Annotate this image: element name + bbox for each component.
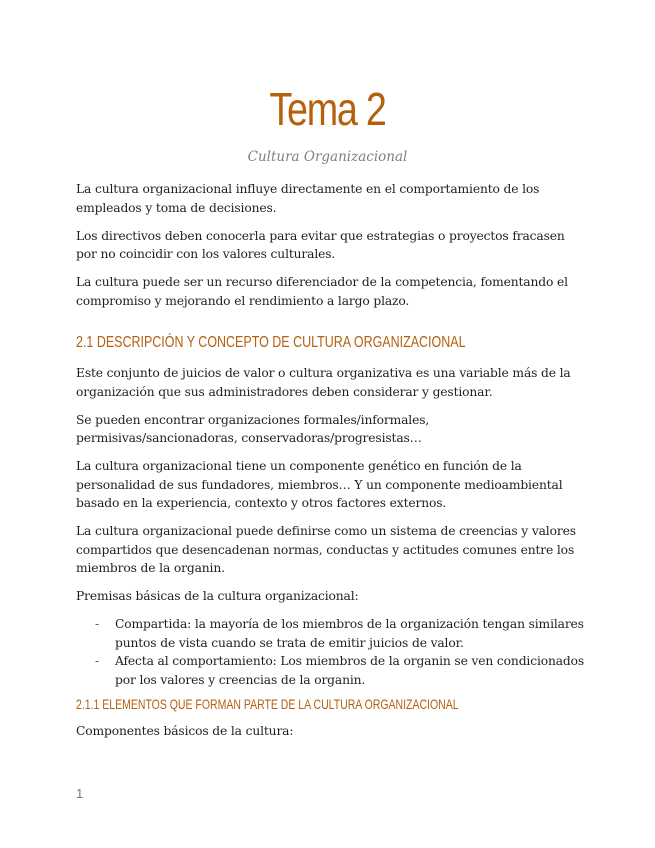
document-body <box>76 180 586 750</box>
intro-paragraph-2: Los directivos deben conocerla para evitar que estrategias o proyectos fracasen por no coincidir con los valores culturales. <box>76 228 565 261</box>
document-title: Tema 2 <box>269 83 386 135</box>
section-2-1-paragraph-4: La cultura organizacional puede definirse como un sistema de creencias y valores compartidos que desencadenan normas, conductas y actitudes comunes entre los miembros de la organin. <box>76 524 576 575</box>
section-heading-2-1: 2.1 DESCRIPCIÓN Y CONCEPTO DE CULTURA ORGANIZACIONAL <box>76 334 466 351</box>
intro-paragraph-3: La cultura puede ser un recurso diferenciador de la competencia, fomentando el compromiso y mejorando el rendimiento a largo plazo. <box>76 275 568 308</box>
intro-paragraph-1: La cultura organizacional influye directamente en el comportamiento de los empleados y toma de decisiones. <box>76 182 540 215</box>
section-2-1-paragraph-3: La cultura organizacional tiene un componente genético en función de la personalidad de sus fundadores, miembros… Y un componente medioambiental basado en la experiencia, contexto y otros factores externos. <box>76 459 563 510</box>
section-2-1-paragraph-5: Premisas básicas de la cultura organizacional: <box>76 589 359 603</box>
document-subtitle: Cultura Organizacional <box>247 149 408 165</box>
section-heading-2-1-1: 2.1.1 ELEMENTOS QUE FORMAN PARTE DE LA CULTURA ORGANIZACIONAL <box>76 696 459 712</box>
page-number: 1 <box>76 786 84 801</box>
premises-list <box>76 615 586 689</box>
list-item-text: Afecta al comportamiento: Los miembros de la organin se ven condicionados por los valores y creencias de la organin. <box>115 654 585 687</box>
section-2-1-paragraph-2: Se pueden encontrar organizaciones formales/informales, permisivas/sancionadoras, conservadoras/progresistas… <box>76 412 430 445</box>
bullet-dash: - <box>95 654 100 668</box>
bullet-dash: - <box>95 617 100 631</box>
list-item <box>76 615 586 652</box>
section-2-1-1-paragraph-1: Componentes básicos de la cultura: <box>76 724 294 738</box>
section-2-1-paragraph-1: Este conjunto de juicios de valor o cultura organizativa es una variable más de la organización que sus administradores deben considerar y gestionar. <box>76 366 571 399</box>
list-item <box>76 652 586 689</box>
list-item-text: Compartida: la mayoría de los miembros de la organización tengan similares puntos de vista cuando se trata de emitir juicios de valor. <box>115 617 584 650</box>
